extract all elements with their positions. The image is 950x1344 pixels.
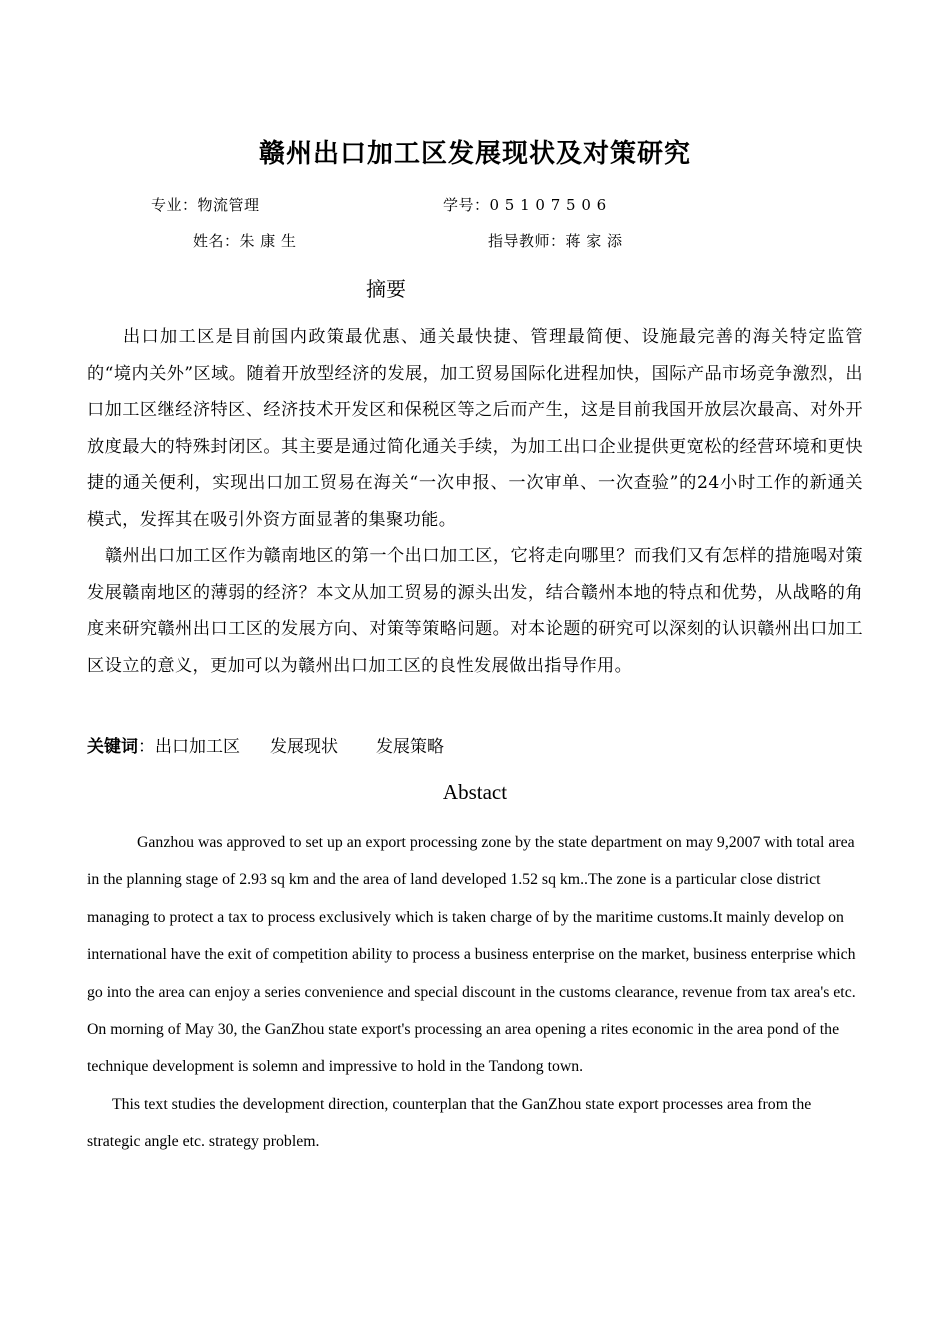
keyword-item: 发展策略 bbox=[376, 737, 444, 757]
advisor-field: 指导教师：蒋 家 添 bbox=[488, 232, 623, 250]
abstract-cn-heading: 摘要 bbox=[366, 277, 406, 301]
abstract-cn-paragraph-1: 出口加工区是目前国内政策最优惠、通关最快捷、管理最简便、设施最完善的海关特定监管的“境内关外”区域。随着开放型经济的发展，加工贸易国际化进程加快，国际产品市场竞争激烈，出口加工区继经济特区、经济技术开发区和保税区等之后而产生，这是目前我国开放层次最高、对外开放度最大的特殊封闭区。其主要是通过简化通关手续，为加工出口企业提供更宽松的经营环境和更快捷的通关便利，实现出口加工贸易在海关“一次申报、一次审单、一次查验”的24小时工作的新通关模式，发挥其在吸引外资方面显著的集聚功能。 bbox=[87, 327, 863, 530]
keywords-label: 关键词 bbox=[87, 737, 138, 757]
abstract-en-heading: Abstact bbox=[442, 780, 508, 804]
abstract-cn-paragraph-2: 赣州出口加工区作为赣南地区的第一个出口加工区，它将走向哪里？而我们又有怎样的措施喝对策发展赣南地区的薄弱的经济？本文从加工贸易的源头出发，结合赣州本地的特点和优势，从战略的角度来研究赣州出口工区的发展方向、对策等策略问题。对本论题的研究可以深刻的认识赣州出口加工区设立的意义，更加可以为赣州出口加工区的良性发展做出指导作用。 bbox=[87, 546, 863, 676]
student-name-field: 姓名：朱 康 生 bbox=[193, 232, 297, 250]
major-field: 专业：物流管理 bbox=[151, 196, 260, 214]
keywords-line bbox=[87, 732, 474, 757]
keywords-colon: ： bbox=[138, 737, 155, 757]
abstract-cn-body bbox=[87, 319, 863, 684]
abstract-en-body bbox=[87, 824, 867, 1161]
keyword-item: 发展现状 bbox=[270, 737, 338, 757]
page-title: 赣州出口加工区发展现状及对策研究 bbox=[258, 139, 691, 169]
keyword-item: 出口加工区 bbox=[155, 737, 240, 757]
abstract-en-paragraph-1: Ganzhou was approved to set up an export processing zone by the state department on may 9,2007 with total area in the planning stage of 2.93 sq km and the area of land developed 1.52 sq km..The zone is a particular close district managing to protect a tax to process exclusively which is taken charge of by the maritime customs.It mainly develop on international have the exit of competition ability to process a business enterprise on the market, business enterprise which go into the area can enjoy a series convenience and special discount in the customs clearance, revenue from tax area's etc. On morning of May 30, the GanZhou state export's processing an area opening a rites economic in the area pond of the technique development is solemn and impressive to hold in the Tandong town. bbox=[87, 834, 856, 1076]
student-id-field: 学号：0 5 1 0 7 5 0 6 bbox=[443, 196, 607, 214]
abstract-en-paragraph-2: This text studies the development direction, counterplan that the GanZhou state export processes area from the strategic angle etc. strategy problem. bbox=[87, 1095, 812, 1151]
